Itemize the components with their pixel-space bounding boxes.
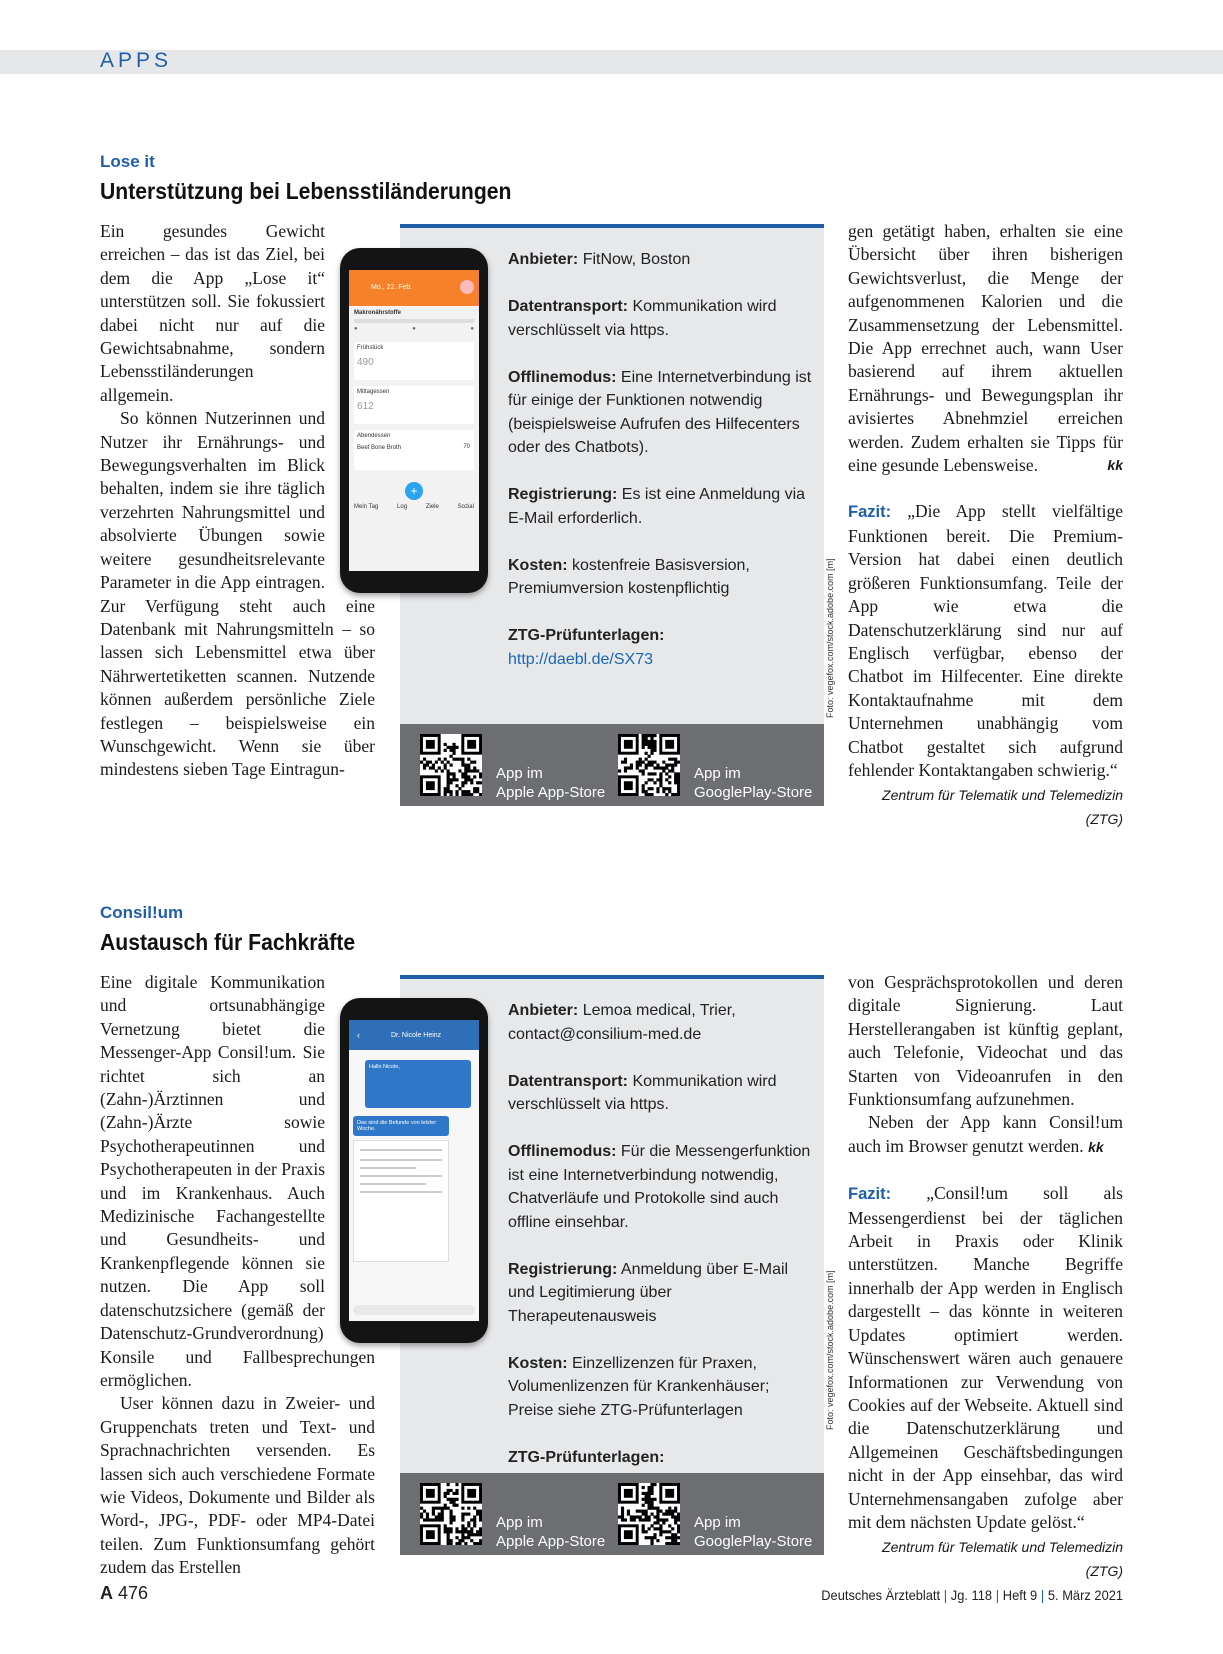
app-header: [349, 270, 479, 306]
paragraph: Eine digitale Kommunikation und ortsunabhängige Vernetzung bietet die Messenger-App Consil!um. Sie richtet sich an (Zahn-)Ärztinnen und (Zahn-)Ärzte sowie Psychotherapeutinnen und Psychotherapeuten in der Praxis und im Krankenhaus. Auch Medizinische Fachangestellte und Gesundheits- und Krankenpflegende können sie nutzen. Die App soll datenschutzsichere (gemäß der Datenschutz-Grundverordnung) Konsile und Fallbesprechungen ermöglichen.: [100, 972, 375, 1390]
phone-screenshot: [340, 248, 488, 593]
app-date: Mo., 22. Feb.: [371, 284, 413, 291]
meal-value: 490: [357, 357, 374, 368]
info-box-text: [508, 999, 813, 1516]
info-anbieter: FitNow, Boston: [582, 251, 691, 268]
info-label: Datentransport:: [508, 298, 629, 315]
food-item: Beef Bone Broth: [357, 445, 402, 451]
info-label: Kosten:: [508, 1354, 568, 1372]
paragraph: Neben der App kann Consil!um auch im Browser genutzt werden.: [848, 1112, 1123, 1156]
author-initials: kk: [1107, 457, 1123, 474]
qr-label-apple: App im Apple App-Store: [496, 765, 606, 801]
article-body-left: [100, 971, 375, 1580]
qr-bar: [400, 724, 824, 806]
qr-label-apple: App im Apple App-Store: [496, 1514, 606, 1550]
journal-info: Deutsches Ärzteblatt | Jg. 118 | Heft 9 | 5. März 2021: [821, 1587, 1123, 1603]
meal-value: 612: [357, 401, 374, 412]
author-initials: kk: [1088, 1138, 1104, 1155]
qr-label-google: App im GooglePlay-Store: [694, 765, 813, 801]
app-screen: Mo., 22. Feb. Makronährstoffe ● ● ● Frühstück 490 Mittagessen 612 Abendessen Beef Bone Broth 70 + Mein Tag Log Ziele Sozial: [349, 270, 479, 571]
qr-bar: [400, 1473, 824, 1555]
back-icon: ‹: [357, 1030, 360, 1040]
article-body-right: [848, 971, 1123, 1583]
chat-contact: Dr. Nicole Heinz: [391, 1032, 442, 1039]
nav-item: Log: [397, 504, 408, 510]
chat-message: Das sind die Befunde von letzter Woche.: [353, 1116, 449, 1136]
article-kicker: Lose it: [100, 152, 155, 171]
info-label: Kosten:: [508, 556, 568, 574]
info-offline: Eine Internetverbindung ist für einige der Funktionen notwendig (beispielsweise Aufrufen des Hilfecenters oder des Chatbots).: [508, 368, 812, 456]
phone-screenshot: [340, 998, 488, 1343]
info-box-text: [508, 248, 813, 695]
ztg-link[interactable]: http://daebl.de/SX73: [508, 650, 653, 668]
qr-code-apple[interactable]: [420, 1483, 482, 1545]
qr-code-apple[interactable]: [420, 734, 482, 796]
meal-row: Frühstück: [357, 345, 384, 351]
meal-row: Abendessen: [357, 433, 391, 439]
paragraph: gen getätigt haben, erhalten sie eine Übersicht über ihren bisherigen Gewichtsverlust, die Menge der aufgenommenen Kalorien und die Zusammensetzung der Lebensmittel. Die App errechnet auch, wann User basierend auf ihrem aktuellen Ernährungs- und Bewegungsplan ihr avisiertes Abnehmziel erreichen werden. Zudem erhalten sie Tipps für eine gesunde Lebensweise.: [848, 221, 1123, 476]
info-label: ZTG-Prüfunterlagen:: [508, 1448, 665, 1466]
info-offline: Für die Messengerfunktion ist eine Internetverbindung notwendig, Chatverläufe und Protokolle sind auch offline einsehbar.: [508, 1143, 811, 1231]
paragraph: Ein gesundes Gewicht erreichen – das ist das Ziel, bei dem die App „Lose it“ unterstützen soll. Sie fokussiert dabei nicht nur auf die Gewichtsabnahme, sondern Lebensstiländerungen allgemein.: [100, 221, 325, 405]
article-kicker: Consil!um: [100, 903, 184, 922]
meal-value: 70: [463, 444, 470, 450]
info-label: Offlinemodus:: [508, 1143, 617, 1160]
article-body-left: [100, 220, 375, 782]
info-datentransport: Kommunikation wird verschlüsselt via https.: [508, 1072, 777, 1113]
qr-code-google[interactable]: [618, 1483, 680, 1545]
photo-credit: Foto: vegefox.com/stock.adobe.com [m]: [825, 558, 835, 718]
article-headline: Austausch für Fachkräfte: [100, 929, 356, 955]
info-label: Registrierung:: [508, 1260, 618, 1278]
info-label: Anbieter:: [508, 251, 579, 268]
nav-item: Ziele: [425, 504, 439, 510]
article-headline: Unterstützung bei Lebensstiländerungen: [100, 178, 512, 204]
info-kosten: kostenfreie Basisversion, Premiumversion kostenpflichtig: [508, 556, 750, 597]
info-registrierung: Es ist eine Anmeldung via E-Mail erforderlich.: [508, 486, 806, 527]
fazit-label: Fazit:: [848, 1185, 892, 1204]
section-bar: [0, 50, 1223, 74]
page-number: A 476: [100, 1583, 149, 1603]
info-label: Anbieter:: [508, 1002, 579, 1019]
macro-title: Makronährstoffe: [354, 310, 402, 316]
message-input: [353, 1305, 475, 1315]
info-label: Offlinemodus:: [508, 368, 617, 386]
photo-credit: Foto: vegefox.com/stock.adobe.com [m]: [825, 1270, 835, 1430]
paragraph: So können Nutzerinnen und Nutzer ihr Ernährungs- und Bewegungsverhalten im Blick behalten, indem sie ihre täglich verzehrten Nahrungsmittel und absolvierte Übungen sowie weitere gesundheitsrelevante Parameter in die App eintragen. Zur Verfügung steht auch eine Datenbank mit Nahrungsmitteln – so lassen sich Lebensmittel etwa über Nährwertetiketten scannen. Nutzende können außerdem persönliche Ziele festlegen – beispielsweise ein Wunschgewicht. Wenn sie über mindestens sieben Tage Eintragun-: [100, 408, 375, 780]
meal-row: Mittagessen: [357, 389, 390, 395]
nav-item: Sozial: [457, 504, 474, 510]
info-registrierung: Anmeldung über E-Mail und Legitimierung über Therapeutenausweis: [508, 1260, 789, 1325]
info-label: Registrierung:: [508, 486, 618, 503]
fazit-text: „Consil!um soll als Messengerdienst bei der täglichen Arbeit in Praxis oder Klinik unterstützen. Manche Begriffe innerhalb der App werden in Englisch dargestellt – das könnte in weiteren Updates optimiert werden. Wünschenswert wären auch genauere Informationen zur Verwendung von Cookies auf der Webseite. Aktuell sind die Datenschutzerklärung und Allgemeinen Geschäftsbedingungen nicht in der App einsehbar, das wird Unternehmensangaben zufolge aber mit dem nächsten Update gelöst.“: [848, 1183, 1123, 1532]
info-anbieter: Lemoa medical, Trier, contact@consilium-med.de: [508, 1002, 736, 1043]
qr-label-google: App im GooglePlay-Store: [694, 1514, 813, 1550]
app-screen: [349, 1020, 479, 1321]
source: Zentrum für Telematik und Telemedizin (ZTG): [882, 1539, 1123, 1579]
fazit-label: Fazit:: [848, 503, 892, 522]
source: Zentrum für Telematik und Telemedizin (ZTG): [882, 787, 1123, 827]
avatar: [460, 280, 474, 294]
qr-code-google[interactable]: [618, 734, 680, 796]
nav-item: Mein Tag: [354, 504, 379, 510]
paragraph: von Gesprächsprotokollen und deren digitale Signierung. Laut Herstellerangaben ist künftig geplant, auch Telefonie, Videochat und das Starten von Videoanrufen in den Funktionsumfang aufzunehmen.: [848, 972, 1123, 1110]
info-kosten: Einzellizenzen für Praxen, Volumenlizenzen für Krankenhäuser; Preise siehe ZTG-Prüfunterlagen: [508, 1354, 770, 1419]
add-icon: +: [405, 482, 423, 500]
chat-message: Hallo Nicole,: [365, 1060, 471, 1108]
article-body-right: [848, 220, 1123, 831]
info-label: ZTG-Prüfunterlagen:: [508, 627, 665, 644]
info-label: Datentransport:: [508, 1072, 629, 1090]
paragraph: User können dazu in Zweier- und Gruppenchats treten und Text- und Sprachnachrichten versenden. Es lassen sich auch verschiedene Formate wie Videos, Dokumente und Bilder als Word-, JPG-, PDF- oder MP4-Datei teilen. Zum Funktionsumfang gehört zudem das Erstellen: [100, 1393, 375, 1578]
chat-header: [349, 1020, 479, 1050]
document-preview: [353, 1140, 449, 1262]
fazit-text: „Die App stellt vielfältige Funktionen bereit. Die Premium-Version hat dabei einen deutlich größeren Funktionsumfang. Teile der App wie etwa die Datenschutzerklärung sind nur auf Englisch verfügbar, ebenso der Chatbot im Hilfecenter. Eine direkte Kontaktaufnahme mit dem Unternehmen unabhängig vom Chatbot gestaltet sich aufgrund fehlender Kontaktangaben schwierig.“: [848, 501, 1123, 780]
section-label: APPS: [100, 49, 173, 72]
info-datentransport: Kommunikation wird verschlüsselt via https.: [508, 298, 777, 339]
